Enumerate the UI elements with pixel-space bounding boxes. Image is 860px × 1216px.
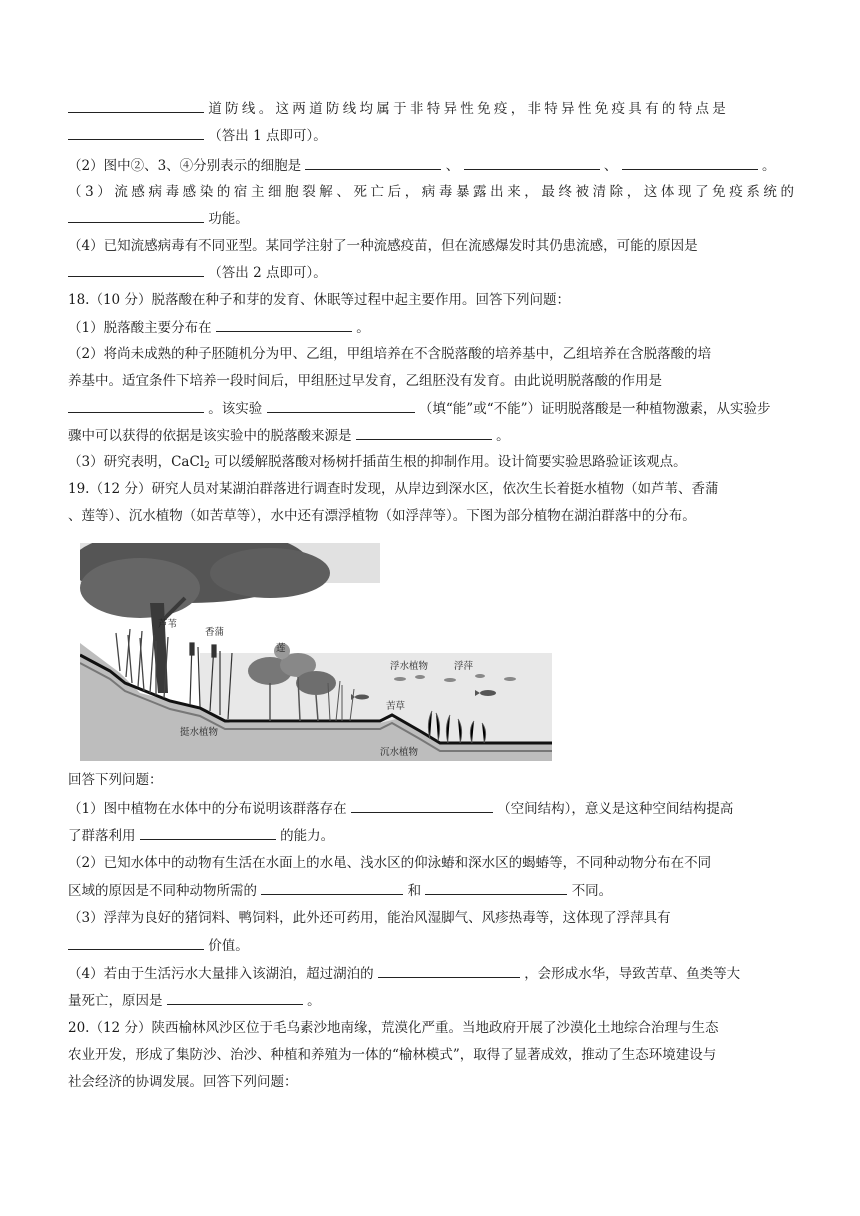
text: （2）图中②、3、④分别表示的细胞是 [68, 158, 302, 174]
text: 。 [761, 158, 776, 174]
text: 。该实验 [208, 401, 263, 417]
answer-blank[interactable] [425, 880, 567, 895]
q18-2-b [68, 371, 794, 391]
q17-line-1 [68, 98, 794, 119]
text: 和 [407, 883, 422, 899]
q18-3 [68, 452, 794, 472]
text: 可以缓解脱落酸对杨树扦插苗生根的抑制作用。设计简要实验思路验证该观点。 [209, 454, 687, 470]
q18-2-d [68, 425, 794, 446]
q17-2 [68, 155, 794, 176]
text: 19.（12 分）研究人员对某湖泊群落进行调查时发现，从岸边到深水区，依次生长着挺水植物（如芦苇、香蒲 [68, 481, 719, 497]
q19-heading-a [68, 479, 794, 499]
label-eelgrass: 苦草 [386, 701, 406, 712]
text: （2）已知水体中的动物有生活在水面上的水黾、浅水区的仰泳蝽和深水区的蝎蝽等，不同种动物分布在不同 [68, 855, 712, 871]
text: 功能。 [208, 211, 249, 227]
text: 区域的原因是不同种动物所需的 [68, 883, 257, 899]
q19-prompt [68, 770, 794, 790]
text: （答出 1 点即可）。 [208, 128, 327, 144]
q19-2-a [68, 853, 794, 873]
lake-community-figure [80, 543, 552, 761]
label-floating-plants: 浮水植物 [390, 661, 429, 672]
text: （3）浮萍为良好的猪饲料、鸭饲料，此外还可药用，能治风湿脚气、风疹热毒等，这体现了浮萍具有 [68, 910, 671, 926]
q17-4-a [68, 236, 794, 256]
text: （4）若由于生活污水大量排入该湖泊，超过湖泊的 [68, 966, 374, 982]
text: 不同。 [571, 883, 613, 899]
text: （3）流感病毒感染的宿主细胞裂解、死亡后，病毒暴露出来，最终被清除，这体现了免疫系统的 [68, 184, 794, 200]
text: 的能力。 [280, 828, 335, 844]
text: 骤中可以获得的依据是该实验中的脱落酸来源是 [68, 428, 352, 444]
answer-blank[interactable] [305, 155, 441, 170]
text: （1）图中植物在水体中的分布说明该群落存在 [68, 801, 347, 817]
text: 。 [307, 993, 321, 1009]
text: （2）将尚未成熟的种子胚随机分为甲、乙组，甲组培养在不含脱落酸的培养基中，乙组培养在含脱落酸的培 [68, 346, 712, 362]
answer-blank[interactable] [356, 425, 492, 440]
text: （3）研究表明，CaCl [68, 454, 205, 470]
q17-4-b [68, 262, 794, 283]
label-cattail: 香蒲 [205, 627, 225, 638]
q18-2-a [68, 344, 794, 364]
q19-4-b [68, 990, 794, 1011]
q19-4-a [68, 963, 794, 984]
label-lotus: 莲 [276, 643, 286, 654]
q19-1-a [68, 798, 794, 819]
text: ，会形成水华，导致苦草、鱼类等大 [524, 966, 741, 982]
text: 道防线。这两道防线均属于非特异性免疫，非特异性免疫具有的特点是 [208, 101, 730, 117]
text: 价值。 [208, 938, 249, 954]
answer-blank[interactable] [68, 262, 204, 277]
text: 。 [356, 320, 370, 336]
answer-blank[interactable] [267, 398, 415, 413]
subscript: 2 [204, 461, 210, 471]
q20-b [68, 1045, 794, 1065]
answer-blank[interactable] [351, 798, 493, 813]
answer-blank[interactable] [167, 990, 303, 1005]
q20-a [68, 1018, 794, 1038]
label-emergent-plants: 挺水植物 [180, 727, 219, 738]
answer-blank[interactable] [68, 125, 204, 140]
q19-heading-b [68, 506, 794, 526]
q17-3-a [68, 182, 794, 202]
text: 20.（12 分）陕西榆林风沙区位于毛乌素沙地南缘，荒漠化严重。当地政府开展了沙漠化土地综合治理与生态 [68, 1020, 719, 1036]
text: 回答下列问题： [68, 772, 163, 788]
answer-blank[interactable] [464, 155, 600, 170]
text: 18.（10 分）脱落酸在种子和芽的发育、休眠等过程中起主要作用。回答下列问题： [68, 292, 570, 308]
text: （填“能”或“不能”）证明脱落酸是一种植物激素，从实验步 [418, 401, 771, 417]
q19-3-b [68, 935, 794, 956]
q18-1 [68, 317, 794, 338]
answer-blank[interactable] [216, 317, 352, 332]
q17-3-b [68, 208, 794, 229]
answer-blank[interactable] [68, 935, 204, 950]
q20-c [68, 1072, 794, 1092]
q17-line-2 [68, 125, 794, 146]
text: 量死亡，原因是 [68, 993, 163, 1009]
answer-blank[interactable] [378, 963, 520, 978]
label-submerged-plants: 沉水植物 [380, 747, 419, 758]
text: （答出 2 点即可）。 [208, 265, 327, 281]
q18-heading [68, 290, 794, 310]
text: 社会经济的协调发展。回答下列问题： [68, 1074, 298, 1090]
text: （空间结构），意义是这种空间结构提高 [497, 801, 734, 817]
answer-blank[interactable] [622, 155, 758, 170]
answer-blank[interactable] [68, 98, 204, 113]
text: 。 [496, 428, 510, 444]
q18-2-c [68, 398, 794, 419]
label-duckweed: 浮萍 [454, 661, 474, 672]
text: 、 [445, 158, 460, 174]
text: 了群落利用 [68, 828, 136, 844]
answer-blank[interactable] [140, 825, 276, 840]
text: 农业开发，形成了集防沙、治沙、种植和养殖为一体的“榆林模式”，取得了显著成效，推动了生态环境建设与 [68, 1047, 717, 1063]
answer-blank[interactable] [68, 398, 204, 413]
q19-2-b [68, 880, 794, 901]
text: 、莲等）、沉水植物（如苦草等），水中还有漂浮植物（如浮萍等）。下图为部分植物在湖泊群落中的分布。 [68, 508, 696, 524]
q19-3-a [68, 908, 794, 928]
answer-blank[interactable] [68, 208, 204, 223]
text: 养基中。适宜条件下培养一段时间后，甲组胚过早发育，乙组胚没有发育。由此说明脱落酸的作用是 [68, 373, 662, 389]
answer-blank[interactable] [261, 880, 403, 895]
text: 、 [603, 158, 618, 174]
text: （1）脱落酸主要分布在 [68, 320, 212, 336]
q19-1-b [68, 825, 794, 846]
text: （4）已知流感病毒有不同亚型。某同学注射了一种流感疫苗，但在流感爆发时其仍患流感，可能的原因是 [68, 238, 698, 254]
label-reed: 芦苇 [158, 619, 178, 630]
